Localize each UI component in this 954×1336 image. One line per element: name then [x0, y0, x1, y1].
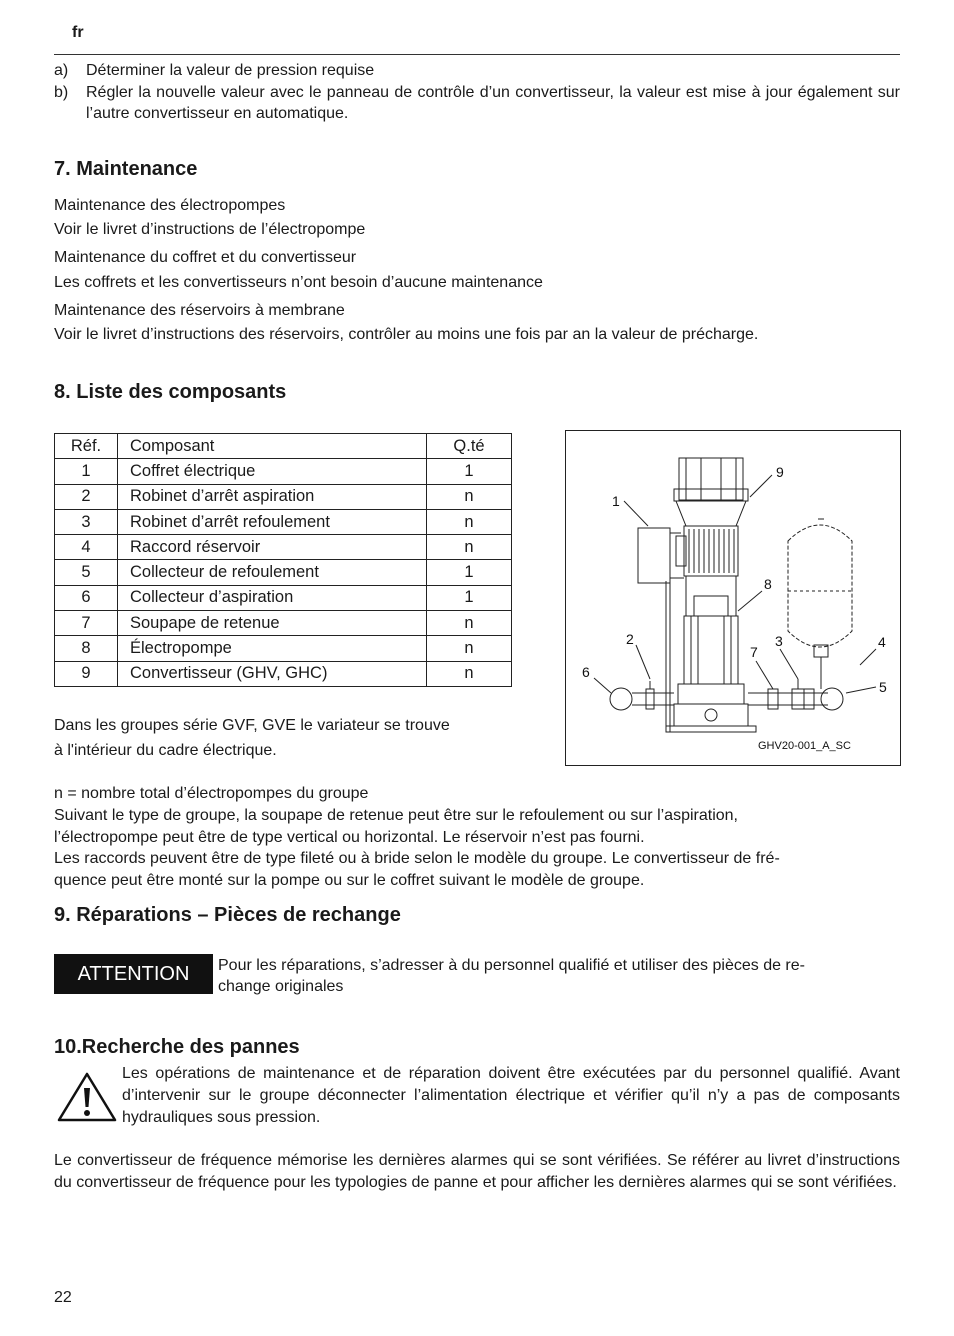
- list-text: Régler la nouvelle valeur avec le panneau de contrôle d’un convertisseur, la valeur est mise à jour également sur l’autre convertisseur en automatique.: [86, 84, 900, 122]
- table-header-cell: Composant: [118, 434, 427, 459]
- table-cell: 5: [55, 560, 118, 585]
- callout-4: 4: [878, 634, 886, 650]
- table-cell: n: [427, 509, 512, 534]
- table-cell: 8: [55, 636, 118, 661]
- list-item: [54, 82, 900, 124]
- callout-2: 2: [626, 631, 634, 647]
- table-row: [55, 636, 512, 661]
- table-row: [55, 509, 512, 534]
- table-header-row: [55, 434, 512, 459]
- table-cell: Convertisseur (GHV, GHC): [118, 661, 427, 686]
- table-cell: 3: [55, 509, 118, 534]
- table-cell: Robinet d’arrêt refoulement: [118, 509, 427, 534]
- maintenance-subheading: Maintenance du coffret et du convertisseur: [54, 249, 357, 266]
- page-number: 22: [54, 1289, 72, 1306]
- table-cell: n: [427, 661, 512, 686]
- callout-5: 5: [879, 679, 887, 695]
- language-label: fr: [72, 24, 84, 41]
- section-8-title: 8. Liste des composants: [54, 381, 287, 403]
- table-cell: Robinet d’arrêt aspiration: [118, 484, 427, 509]
- paragraph: Les raccords peuvent être de type fileté ou à bride selon le modèle du groupe. Le convertisseur de fré-: [54, 850, 780, 867]
- table-cell: n: [427, 535, 512, 560]
- table-header-cell: Réf.: [55, 434, 118, 459]
- warning-icon: [56, 1071, 118, 1123]
- callout-9: 9: [776, 464, 784, 480]
- components-table: [54, 433, 512, 687]
- attention-badge: ATTENTION: [54, 954, 213, 994]
- list-marker: b): [54, 84, 69, 101]
- table-cell: 7: [55, 611, 118, 636]
- attention-text: change originales: [218, 978, 344, 995]
- table-cell: 1: [55, 459, 118, 484]
- note-line: Dans les groupes série GVF, GVE le variateur se trouve: [54, 717, 450, 734]
- table-cell: n: [427, 636, 512, 661]
- table-cell: Raccord réservoir: [118, 535, 427, 560]
- paragraph: quence peut être monté sur la pompe ou sur le coffret suivant le modèle de groupe.: [54, 872, 645, 889]
- maintenance-subheading: Maintenance des électropompes: [54, 197, 286, 214]
- table-row: [55, 459, 512, 484]
- table-cell: 1: [427, 459, 512, 484]
- list-marker: a): [54, 62, 69, 79]
- table-cell: 1: [427, 585, 512, 610]
- callout-3: 3: [775, 633, 783, 649]
- table-row: [55, 585, 512, 610]
- table-cell: 4: [55, 535, 118, 560]
- figure-caption: GHV20-001_A_SC: [758, 740, 851, 752]
- callout-8: 8: [764, 576, 772, 592]
- list-text: Déterminer la valeur de pression requise: [86, 62, 375, 79]
- pump-group-figure: [565, 430, 901, 766]
- section-10-title: 10.Recherche des pannes: [54, 1036, 300, 1058]
- note-line: à l'intérieur du cadre électrique.: [54, 742, 277, 759]
- paragraph: Le convertisseur de fréquence mémorise les dernières alarmes qui se sont vérifiées. Se référer au livret d’instructions du convertisseur de fréquence pour les typologies de panne et pour afficher les dernières alarmes qui se sont vérifiées.: [54, 1152, 900, 1191]
- table-cell: n: [427, 484, 512, 509]
- table-row: [55, 535, 512, 560]
- table-row: [55, 560, 512, 585]
- paragraph: Suivant le type de groupe, la soupape de retenue peut être sur le refoulement ou sur l’aspiration,: [54, 807, 738, 824]
- callout-1: 1: [612, 493, 620, 509]
- callout-7: 7: [750, 644, 758, 660]
- table-cell: Soupape de retenue: [118, 611, 427, 636]
- maintenance-text: Voir le livret d’instructions de l’électropompe: [54, 221, 366, 238]
- table-row: [55, 661, 512, 686]
- table-cell: n: [427, 611, 512, 636]
- maintenance-text: Les coffrets et les convertisseurs n’ont besoin d’aucune maintenance: [54, 274, 543, 291]
- table-cell: Collecteur d’aspiration: [118, 585, 427, 610]
- maintenance-text: Voir le livret d’instructions des réservoirs, contrôler au moins une fois par an la valeur de précharge.: [54, 326, 759, 343]
- attention-text: Pour les réparations, s’adresser à du personnel qualifié et utiliser des pièces de re-: [218, 957, 805, 974]
- section-9-title: 9. Réparations – Pièces de rechange: [54, 904, 401, 926]
- table-cell: Coffret électrique: [118, 459, 427, 484]
- table-cell: 2: [55, 484, 118, 509]
- table-cell: 6: [55, 585, 118, 610]
- warning-text: Les opérations de maintenance et de réparation doivent être exécutées par du personnel qualifié. Avant d’intervenir sur le groupe déconnecter l’alimentation électrique et vérifier qu’il n’y a pas de composants hydrauliques sous pression.: [122, 1065, 900, 1126]
- maintenance-subheading: Maintenance des réservoirs à membrane: [54, 302, 345, 319]
- callout-6: 6: [582, 664, 590, 680]
- table-header-cell: Q.té: [427, 434, 512, 459]
- table-cell: Collecteur de refoulement: [118, 560, 427, 585]
- section-7-title: 7. Maintenance: [54, 158, 198, 180]
- table-cell: Électropompe: [118, 636, 427, 661]
- table-cell: 1: [427, 560, 512, 585]
- table-cell: 9: [55, 661, 118, 686]
- list-item: [54, 60, 900, 81]
- header-divider: [54, 54, 900, 55]
- table-row: [55, 611, 512, 636]
- paragraph: l’électropompe peut être de type vertical ou horizontal. Le réservoir n’est pas fourni.: [54, 829, 645, 846]
- table-row: [55, 484, 512, 509]
- paragraph: n = nombre total d’électropompes du groupe: [54, 785, 369, 802]
- pump-group-drawing: [566, 431, 900, 765]
